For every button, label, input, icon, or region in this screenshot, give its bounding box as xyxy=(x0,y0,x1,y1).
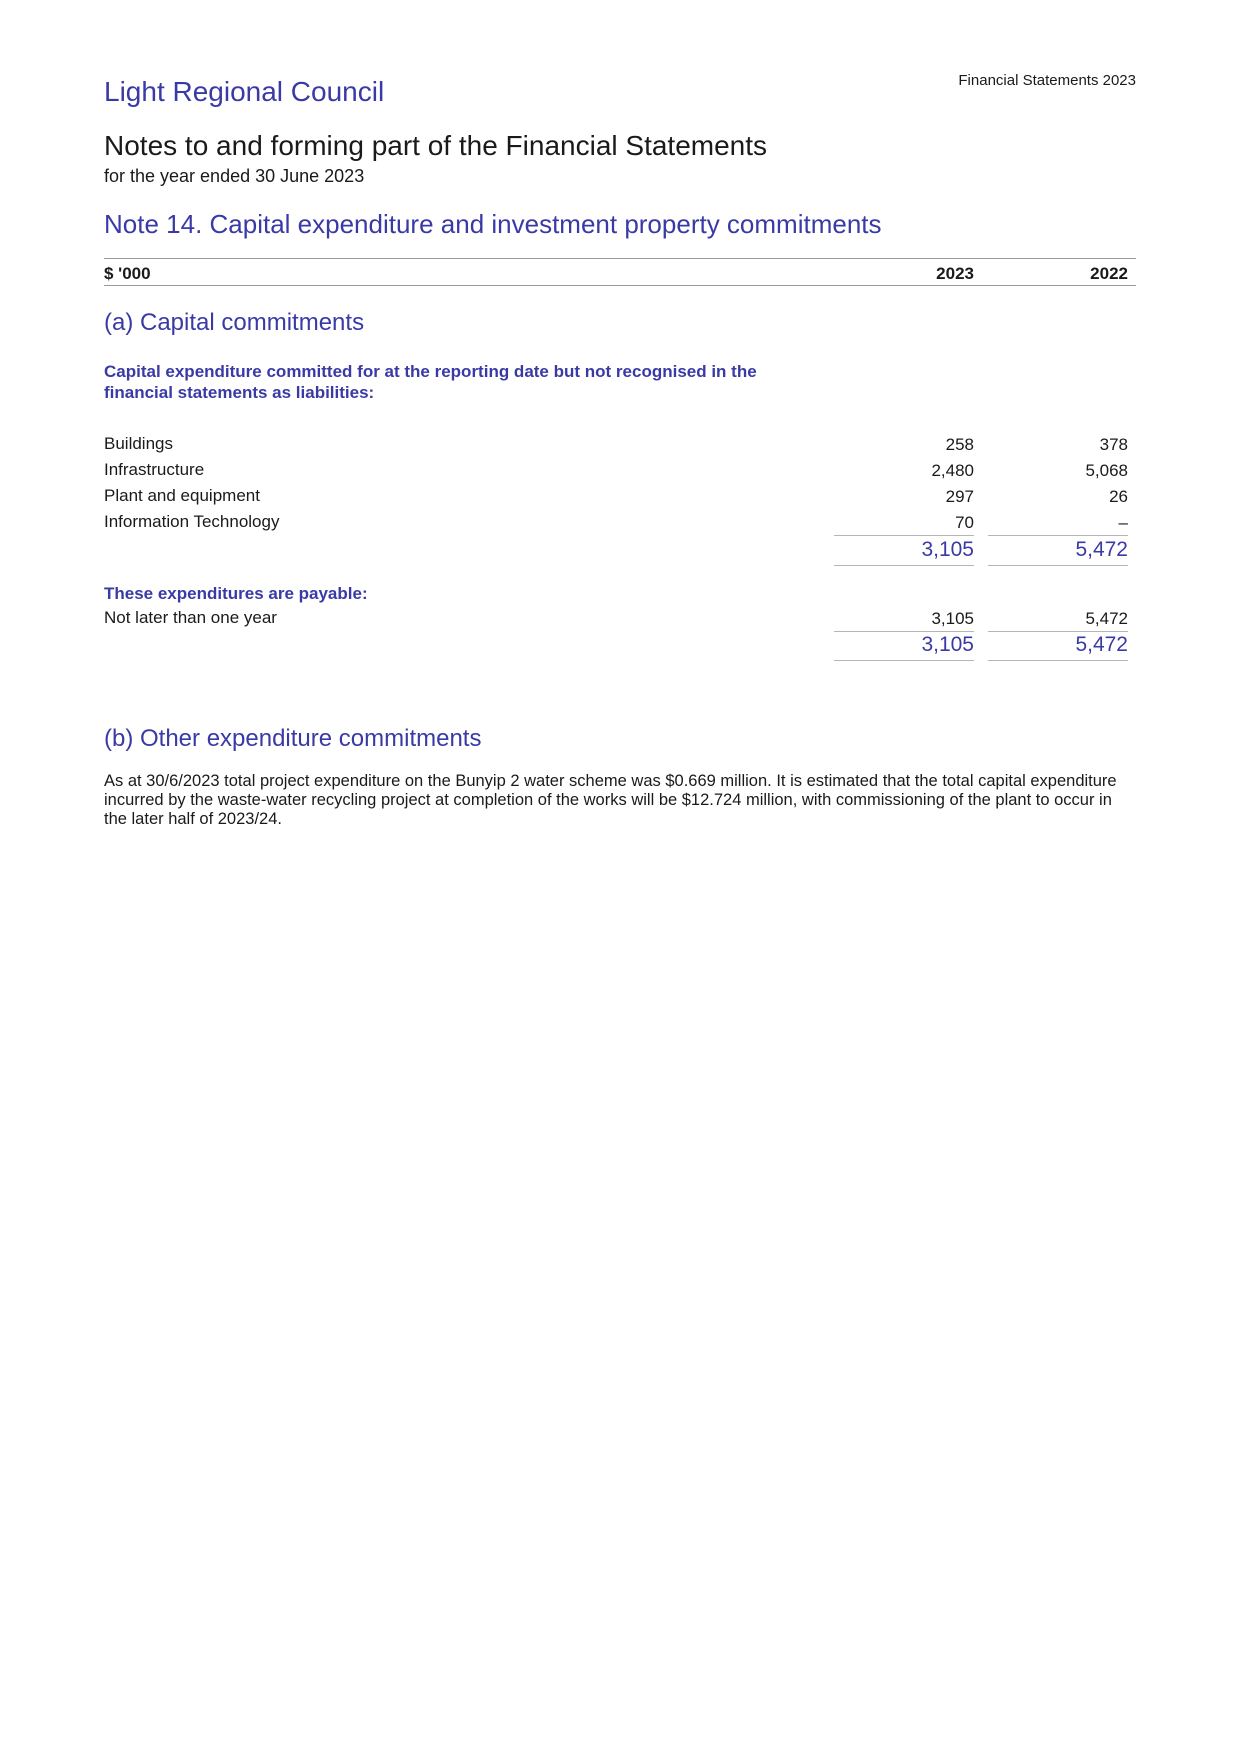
row-label: Information Technology xyxy=(104,512,280,531)
total-rule-2022 xyxy=(988,565,1128,566)
total-row xyxy=(104,538,1136,566)
table-header-top-rule xyxy=(104,258,1136,259)
notes-title: Notes to and forming part of the Financial Statements xyxy=(104,130,768,161)
subtotal-rule-2022 xyxy=(988,535,1128,536)
row-label: Not later than one year xyxy=(104,608,277,627)
council-name: Light Regional Council xyxy=(104,76,385,107)
value-2023: 297 xyxy=(945,487,974,506)
value-2022: 5,472 xyxy=(1085,609,1128,628)
value-2023: 3,105 xyxy=(931,609,974,628)
document-label: Financial Statements 2023 xyxy=(958,72,1136,89)
table-row xyxy=(104,608,1136,632)
table-row xyxy=(104,486,1136,510)
table-row xyxy=(104,434,1136,458)
table-header-bottom-rule xyxy=(104,285,1136,286)
column-header-2022: 2022 xyxy=(1090,264,1128,283)
payable-heading: These expenditures are payable: xyxy=(104,584,368,603)
unit-label: $ '000 xyxy=(104,264,151,283)
table-row xyxy=(104,512,1136,536)
value-2022: 378 xyxy=(1099,435,1128,454)
value-2022: 5,068 xyxy=(1085,461,1128,480)
payable-total-rule-2022 xyxy=(988,660,1128,661)
section-heading-capital-commitments: (a) Capital commitments xyxy=(104,309,365,336)
value-2022: – xyxy=(1118,513,1128,532)
section-heading-other-commitments: (b) Other expenditure commitments xyxy=(104,725,482,752)
payable-total-rule-2023 xyxy=(834,660,974,661)
payable-total-2022: 5,472 xyxy=(1075,633,1128,656)
total-2022: 5,472 xyxy=(1075,538,1128,561)
value-2023: 258 xyxy=(945,435,974,454)
column-header-2023: 2023 xyxy=(936,264,974,283)
value-2022: 26 xyxy=(1109,487,1128,506)
capital-commitments-caption: Capital expenditure committed for at the reporting date but not recognised in the financial statements as liabilities: xyxy=(104,362,757,402)
row-label: Plant and equipment xyxy=(104,486,260,505)
total-2023: 3,105 xyxy=(921,538,974,561)
payable-subtotal-rule-2022 xyxy=(988,631,1128,632)
table-row xyxy=(104,460,1136,484)
payable-subtotal-rule-2023 xyxy=(834,631,974,632)
note-title: Note 14. Capital expenditure and investment property commitments xyxy=(104,209,882,239)
value-2023: 2,480 xyxy=(931,461,974,480)
row-label: Infrastructure xyxy=(104,460,205,479)
other-commitments-paragraph: As at 30/6/2023 total project expenditure on the Bunyip 2 water scheme was $0.669 million. It is estimated that the total capital expenditure incurred by the waste-water recycling project at completion of the works will be $12.724 million, with commissioning of the plant to occur in the later half of 2023/24. xyxy=(104,772,1117,828)
payable-total-row xyxy=(104,633,1136,661)
value-2023: 70 xyxy=(955,513,974,532)
total-rule-2023 xyxy=(834,565,974,566)
period-subtitle: for the year ended 30 June 2023 xyxy=(104,166,365,186)
subtotal-rule-2023 xyxy=(834,535,974,536)
row-label: Buildings xyxy=(104,434,173,453)
payable-total-2023: 3,105 xyxy=(921,633,974,656)
